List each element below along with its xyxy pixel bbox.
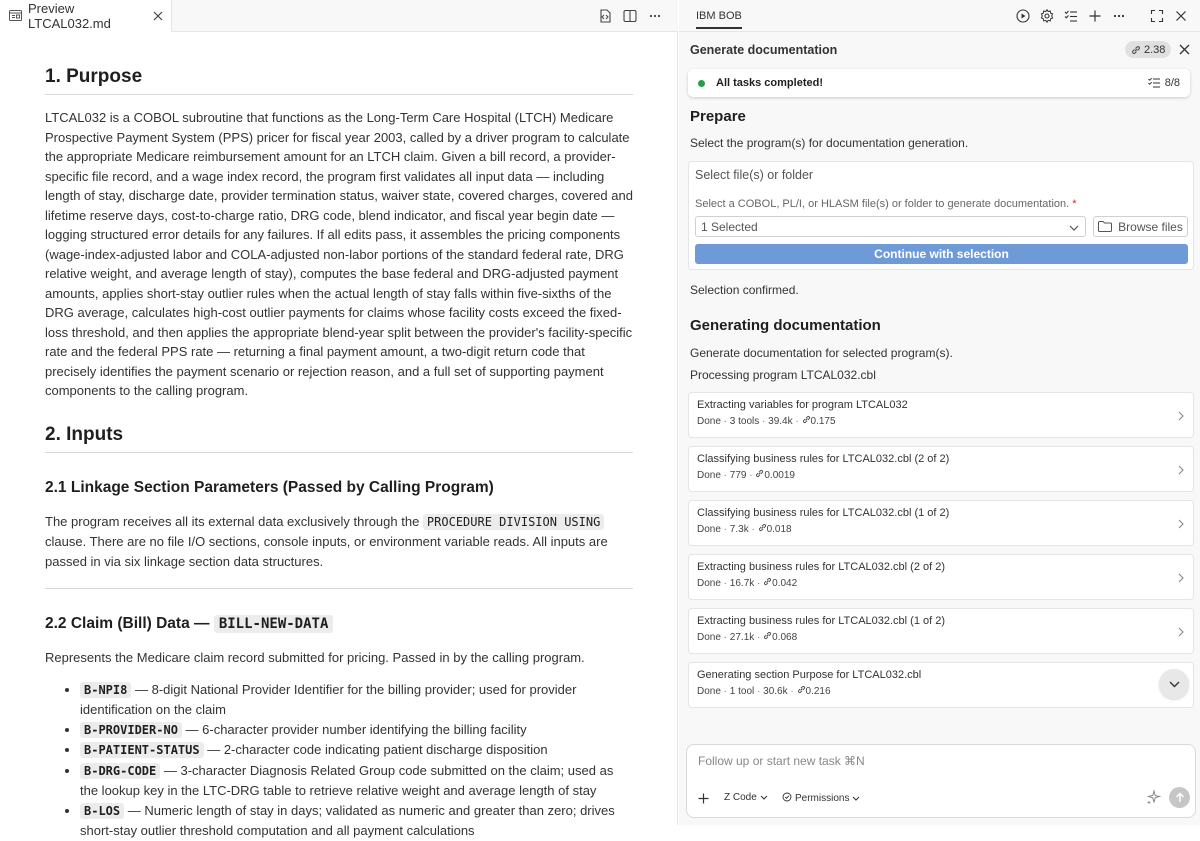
step-card[interactable]: Classifying business rules for LTCAL032.cbl (1 of 2) Done · 7.3k · 0.018 bbox=[688, 500, 1194, 546]
tab-preview[interactable] bbox=[0, 0, 172, 32]
plus-icon[interactable] bbox=[698, 791, 709, 809]
divider bbox=[45, 588, 633, 589]
plus-icon[interactable] bbox=[1086, 7, 1104, 25]
heading-purpose: 1. Purpose bbox=[45, 32, 633, 95]
list-item: • B-NPI8 — 8-digit National Provider Identifier for the billing provider; used for provider identification on the claim bbox=[80, 680, 633, 720]
browse-files-button[interactable]: Browse files bbox=[1093, 216, 1188, 237]
generating-heading: Generating documentation bbox=[690, 317, 881, 334]
list-item: • B-PATIENT-STATUS — 2-character code indicating patient discharge disposition bbox=[80, 740, 633, 761]
fullscreen-icon[interactable] bbox=[1148, 7, 1166, 25]
step-card[interactable]: Extracting business rules for LTCAL032.cbl (2 of 2) Done · 16.7k · 0.042 bbox=[688, 554, 1194, 600]
processing-text: Processing program LTCAL032.cbl bbox=[690, 368, 876, 382]
editor-tab-bar bbox=[0, 0, 678, 32]
link-icon bbox=[755, 469, 764, 481]
continue-button[interactable]: Continue with selection bbox=[695, 244, 1188, 264]
step-card[interactable]: Classifying business rules for LTCAL032.cbl (2 of 2) Done · 779 · 0.0019 bbox=[688, 446, 1194, 492]
checklist-icon[interactable] bbox=[1062, 7, 1080, 25]
status-text: All tasks completed! bbox=[716, 77, 823, 89]
chevron-down-icon bbox=[852, 793, 860, 804]
gear-icon[interactable] bbox=[1038, 7, 1056, 25]
list-item: • B-PROVIDER-NO — 6-character provider number identifying the billing facility bbox=[80, 720, 633, 741]
run-icon[interactable] bbox=[1014, 7, 1032, 25]
select-label: Select file(s) or folder bbox=[695, 168, 814, 182]
generating-description: Generate documentation for selected program(s). bbox=[690, 346, 953, 360]
tab-ibm-bob[interactable]: IBM BOB bbox=[696, 10, 742, 29]
folder-icon bbox=[1098, 221, 1112, 232]
chevron-right-icon bbox=[1178, 624, 1184, 642]
heading-linkage: 2.1 Linkage Section Parameters (Passed by Calling Program) bbox=[45, 478, 494, 496]
task-count[interactable]: 8/8 bbox=[1148, 77, 1180, 89]
checklist-icon bbox=[1148, 77, 1161, 89]
link-icon bbox=[763, 577, 772, 589]
close-icon[interactable] bbox=[1176, 41, 1192, 57]
step-card[interactable]: Extracting variables for program LTCAL032 Done · 3 tools · 39.4k · 0.175 bbox=[688, 392, 1194, 438]
cost-badge: 2.38 bbox=[1125, 41, 1171, 58]
step-card[interactable]: Generating section Purpose for LTCAL032.cbl Done · 1 tool · 30.6k · 0.216 bbox=[688, 662, 1194, 708]
prepare-heading: Prepare bbox=[690, 108, 746, 125]
link-icon bbox=[797, 685, 806, 697]
selection-confirmed: Selection confirmed. bbox=[690, 283, 799, 297]
file-selection-card bbox=[688, 161, 1194, 270]
chevron-right-icon bbox=[1178, 570, 1184, 588]
step-card[interactable]: Extracting business rules for LTCAL032.cbl (1 of 2) Done · 27.1k · 0.068 bbox=[688, 608, 1194, 654]
link-icon bbox=[758, 523, 767, 535]
chevron-down-icon bbox=[760, 792, 768, 803]
link-icon bbox=[1131, 45, 1141, 55]
compose-box[interactable] bbox=[686, 744, 1196, 818]
compose-input[interactable]: Follow up or start new task ⌘N bbox=[698, 754, 865, 768]
assistant-panel bbox=[679, 0, 1200, 825]
chevron-right-icon bbox=[1178, 462, 1184, 480]
task-title: Generate documentation bbox=[690, 43, 838, 57]
list-item: • B-LOS — Numeric length of stay in days; validated as numeric and greater than zero; drives short-stay outlier threshold computation and all payment calculations bbox=[80, 801, 633, 841]
permissions-selector[interactable]: Permissions bbox=[782, 792, 860, 805]
field-list bbox=[45, 680, 633, 841]
chevron-down-icon bbox=[1069, 220, 1079, 234]
more-icon[interactable] bbox=[646, 7, 664, 25]
tab-label: Preview LTCAL032.md bbox=[28, 0, 111, 31]
heading-claim-data: 2.2 Claim (Bill) Data — BILL-NEW-DATA bbox=[45, 613, 633, 635]
claim-paragraph: Represents the Medicare claim record submitted for pricing. Passed in by the calling program. bbox=[45, 650, 585, 665]
status-dot bbox=[698, 80, 705, 87]
inline-code: BILL-NEW-DATA bbox=[214, 615, 334, 633]
chevron-down-icon bbox=[1169, 675, 1180, 693]
list-item: • B-DRG-CODE — 3-character Diagnosis Related Group code submitted on the claim; used as the lookup key in the LTC-DRG table to retrieve relative weight and average length of stay bbox=[80, 761, 633, 801]
chevron-right-icon bbox=[1178, 516, 1184, 534]
open-changes-icon[interactable] bbox=[596, 7, 614, 25]
link-icon bbox=[802, 415, 811, 427]
chevron-right-icon bbox=[1178, 408, 1184, 426]
markdown-preview bbox=[45, 32, 633, 838]
close-icon[interactable] bbox=[149, 7, 167, 25]
linkage-paragraph: The program receives all its external data exclusively through the PROCEDURE DIVISION USING clause. There are no file I/O sections, console inputs, or environment variable reads. All inputs are passed in via six linkage section data structures. bbox=[45, 513, 608, 569]
scroll-down-button[interactable] bbox=[1159, 669, 1189, 699]
preview-icon bbox=[9, 9, 22, 22]
split-editor-icon[interactable] bbox=[621, 7, 639, 25]
link-icon bbox=[763, 631, 772, 643]
send-icon[interactable] bbox=[1169, 787, 1190, 808]
heading-inputs: 2. Inputs bbox=[45, 401, 633, 453]
status-card bbox=[688, 69, 1190, 97]
prepare-description: Select the program(s) for documentation generation. bbox=[690, 136, 969, 150]
more-icon[interactable] bbox=[1110, 7, 1128, 25]
file-select-dropdown[interactable]: 1 Selected bbox=[695, 216, 1086, 237]
sparkle-icon[interactable] bbox=[1146, 790, 1161, 810]
panel-header bbox=[679, 0, 1200, 32]
inline-code: PROCEDURE DIVISION USING bbox=[423, 514, 604, 530]
shield-icon bbox=[782, 792, 792, 805]
purpose-paragraph: LTCAL032 is a COBOL subroutine that functions as the Long-Term Care Hospital (LTCH) Medicare Prospective Payment System (PPS) pricer for fiscal year 2003, called by a driver program to calculate the appropriate Medicare reimbursement amount for an LTCH claim. Given a bill record, a provider-specific file record, and a wage index record, the program first validates all input data — including length of stay, discharge date, provider termination status, waiver state, covered charges, covered and lifetime reserve days, cost-to-charge ratio, DRG code, blend indicator, and fiscal year begin date — logging structured error details for any failures. If all edits pass, it assembles the pricing components (wage-index-adjusted labor and COLA-adjusted non-labor portions of the standard federal rate, DRG relative weight, and average length of stay), computes the base federal and DRG-adjusted payment amounts, applies short-stay outlier rules when the actual length of stay falls within five-sixths of the DRG average, calculates high-cost outlier payments for claims whose facility costs exceed the fixed-loss threshold, and then applies the appropriate blend-year split between the provider's facility-specific rate and the federal PPS rate — returning a final payment amount, a two-digit return code that precisely identifies the payment scenario or rejection reason, and a full set of supporting payment components to the calling program. bbox=[45, 110, 633, 398]
select-help: Select a COBOL, PL/I, or HLASM file(s) or folder to generate documentation. * bbox=[695, 198, 1077, 210]
mode-selector[interactable]: Z Code bbox=[724, 792, 768, 803]
close-icon[interactable] bbox=[1172, 7, 1190, 25]
